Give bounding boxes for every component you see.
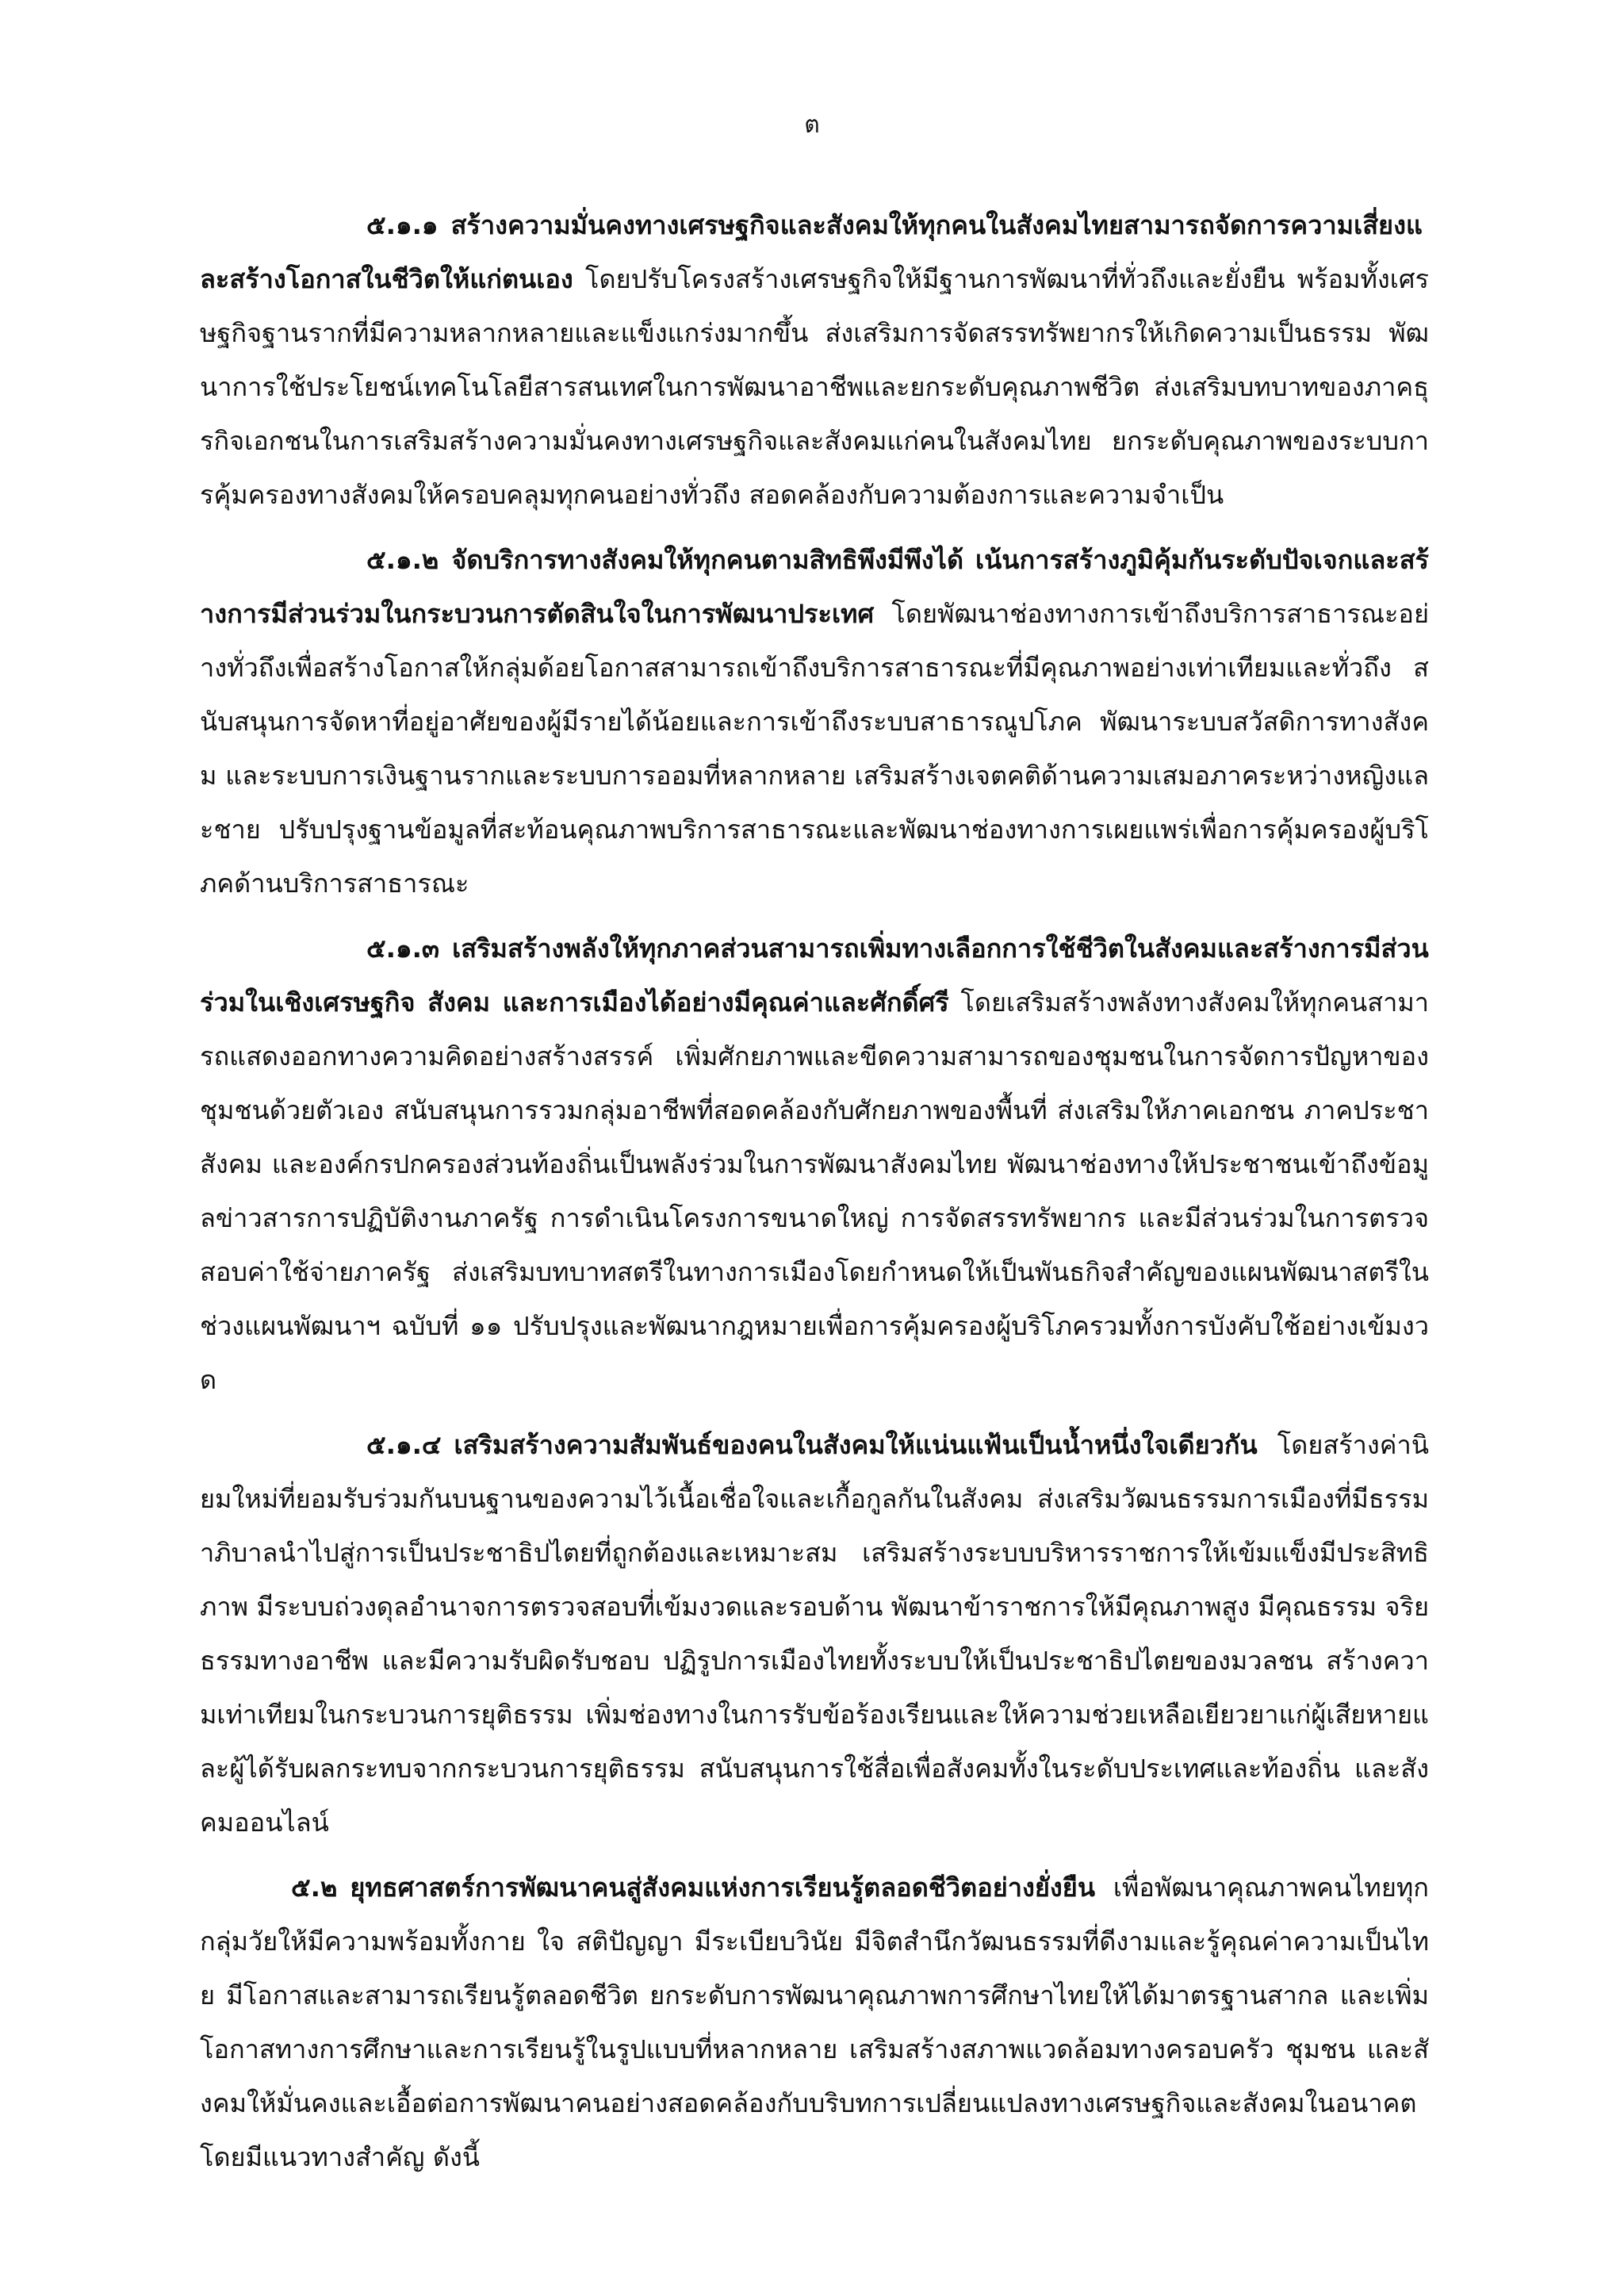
section-body-text: โดยสร้างค่านิยมใหม่ที่ยอมรับร่วมกันบนฐานของความไว้เนื้อเชื่อใจและเกื้อกูลกันในสังคม ส่งเสริมวัฒนธรรมการเมืองที่มีธรรมาภิบาลนำไปสู่การเป็นประชาธิปไตยที่ถูกต้องและเหมาะสม เสริมสร้างระบบบริหารราชการให้เข้มแข็งมีประสิทธิภาพ มีระบบถ่วงดุลอำนาจการตรวจสอบที่เข้มงวดและรอบด้าน พัฒนาข้าราชการให้มีคุณภาพสูง มีคุณธรรม จริยธรรมทางอาชีพ และมีความรับผิดรับชอบ ปฏิรูปการเมืองไทยทั้งระบบให้เป็นประชาธิปไตยของมวลชน สร้างความเท่าเทียมในกระบวนการยุติธรรม เพิ่มช่องทางในการรับข้อร้องเรียนและให้ความช่วยเหลือเยียวยาแก่ผู้เสียหายและผู้ได้รับผลกระทบจากกระบวนการยุติธรรม สนับสนุนการใช้สื่อเพื่อสังคมทั้งในระดับประเทศและท้องถิ่น และสังคมออนไลน์ [200,1430,1429,1838]
section-heading: จัดบริการทางสังคมให้ทุกคนตามสิทธิพึงมีพึงได้ เน้นการสร้างภูมิคุ้มกันระดับปัจเจกและสร้างการมีส่วนร่วมในกระบวนการตัดสินใจในการพัฒนาประเทศ [200,545,1429,629]
section-body-text: เพื่อพัฒนาคุณภาพคนไทยทุกกลุ่มวัยให้มีความพร้อมทั้งกาย ใจ สติปัญญา มีระเบียบวินัย มีจิตสำนึกวัฒนธรรมที่ดีงามและรู้คุณค่าความเป็นไทย มีโอกาสและสามารถเรียนรู้ตลอดชีวิต ยกระดับการพัฒนาคุณภาพการศึกษาไทยให้ได้มาตรฐานสากล และเพิ่มโอกาสทางการศึกษาและการเรียนรู้ในรูปแบบที่หลากหลาย เสริมสร้างสภาพแวดล้อมทางครอบครัว ชุมชน และสังคมให้มั่นคงและเอื้อต่อการพัฒนาคนอย่างสอดคล้องกับบริบทการเปลี่ยนแปลงทางเศรษฐกิจและสังคมในอนาคต โดยมีแนวทางสำคัญ ดังนี้ [200,1872,1429,2172]
section-number: ๕.๑.๑ [366,210,439,240]
section-heading: ยุทธศาสตร์การพัฒนาคนสู่สังคมแห่งการเรียนรู้ตลอดชีวิตอย่างยั่งยืน [350,1872,1096,1903]
section-5-1-4-paragraph [200,1418,1429,1849]
section-5-2-paragraph [200,1861,1429,2184]
section-5-1-2-paragraph [200,533,1429,910]
section-heading: สร้างความมั่นคงทางเศรษฐกิจและสังคมให้ทุกคนในสังคมไทยสามารถจัดการความเสี่ยงและสร้างโอกาสในชีวิตให้แก่ตนเอง [200,210,1423,294]
section-heading: เสริมสร้างพลังให้ทุกภาคส่วนสามารถเพิ่มทางเลือกการใช้ชีวิตในสังคมและสร้างการมีส่วนร่วมในเชิงเศรษฐกิจ สังคม และการเมืองได้อย่างมีคุณค่าและศักดิ์ศรี [200,933,1429,1018]
section-5-1-3-paragraph [200,922,1429,1407]
page-number: ต [804,111,820,139]
section-number: ๕.๑.๓ [366,933,440,964]
section-number: ๕.๒ [291,1872,338,1903]
section-number: ๕.๑.๔ [366,1430,442,1460]
section-body-text: โดยเสริมสร้างพลังทางสังคมให้ทุกคนสามารถแสดงออกทางความคิดอย่างสร้างสรรค์ เพิ่มศักยภาพและขีดความสามารถของชุมชนในการจัดการปัญหาของชุมชนด้วยตัวเอง สนับสนุนการรวมกลุ่มอาชีพที่สอดคล้องกับศักยภาพของพื้นที่ ส่งเสริมให้ภาคเอกชน ภาคประชาสังคม และองค์กรปกครองส่วนท้องถิ่นเป็นพลังร่วมในการพัฒนาสังคมไทย พัฒนาช่องทางให้ประชาชนเข้าถึงข้อมูลข่าวสารการปฏิบัติงานภาครัฐ การดำเนินโครงการขนาดใหญ่ การจัดสรรทรัพยากร และมีส่วนร่วมในการตรวจสอบค่าใช้จ่ายภาครัฐ ส่งเสริมบทบาทสตรีในทางการเมืองโดยกำหนดให้เป็นพันธกิจสำคัญของแผนพัฒนาสตรีในช่วงแผนพัฒนาฯ ฉบับที่ ๑๑ ปรับปรุงและพัฒนากฎหมายเพื่อการคุ้มครองผู้บริโภครวมทั้งการบังคับใช้อย่างเข้มงวด [200,987,1429,1395]
section-5-1-1-paragraph [200,198,1429,522]
section-heading: เสริมสร้างความสัมพันธ์ของคนในสังคมให้แน่นแฟ้นเป็นน้ำหนึ่งใจเดียวกัน [454,1430,1258,1460]
document-body [200,198,1429,2195]
section-body-text: โดยปรับโครงสร้างเศรษฐกิจให้มีฐานการพัฒนาที่ทั่วถึงและยั่งยืน พร้อมทั้งเศรษฐกิจฐานรากที่มีความหลากหลายและแข็งแกร่งมากขึ้น ส่งเสริมการจัดสรรทรัพยากรให้เกิดความเป็นธรรม พัฒนาการใช้ประโยชน์เทคโนโลยีสารสนเทศในการพัฒนาอาชีพและยกระดับคุณภาพชีวิต ส่งเสริมบทบาทของภาคธุรกิจเอกชนในการเสริมสร้างความมั่นคงทางเศรษฐกิจและสังคมแก่คนในสังคมไทย ยกระดับคุณภาพของระบบการคุ้มครองทางสังคมให้ครอบคลุมทุกคนอย่างทั่วถึง สอดคล้องกับความต้องการและความจำเป็น [200,264,1429,510]
section-number: ๕.๑.๒ [366,545,439,575]
section-body-text: โดยพัฒนาช่องทางการเข้าถึงบริการสาธารณะอย่างทั่วถึงเพื่อสร้างโอกาสให้กลุ่มด้อยโอกาสสามารถเข้าถึงบริการสาธารณะที่มีคุณภาพอย่างเท่าเทียมและทั่วถึง สนับสนุนการจัดหาที่อยู่อาศัยของผู้มีรายได้น้อยและการเข้าถึงระบบสาธารณูปโภค พัฒนาระบบสวัสดิการทางสังคม และระบบการเงินฐานรากและระบบการออมที่หลากหลาย เสริมสร้างเจตคติด้านความเสมอภาคระหว่างหญิงและชาย ปรับปรุงฐานข้อมูลที่สะท้อนคุณภาพบริการสาธารณะและพัฒนาช่องทางการเผยแพร่เพื่อการคุ้มครองผู้บริโภคด้านบริการสาธารณะ [200,599,1429,899]
